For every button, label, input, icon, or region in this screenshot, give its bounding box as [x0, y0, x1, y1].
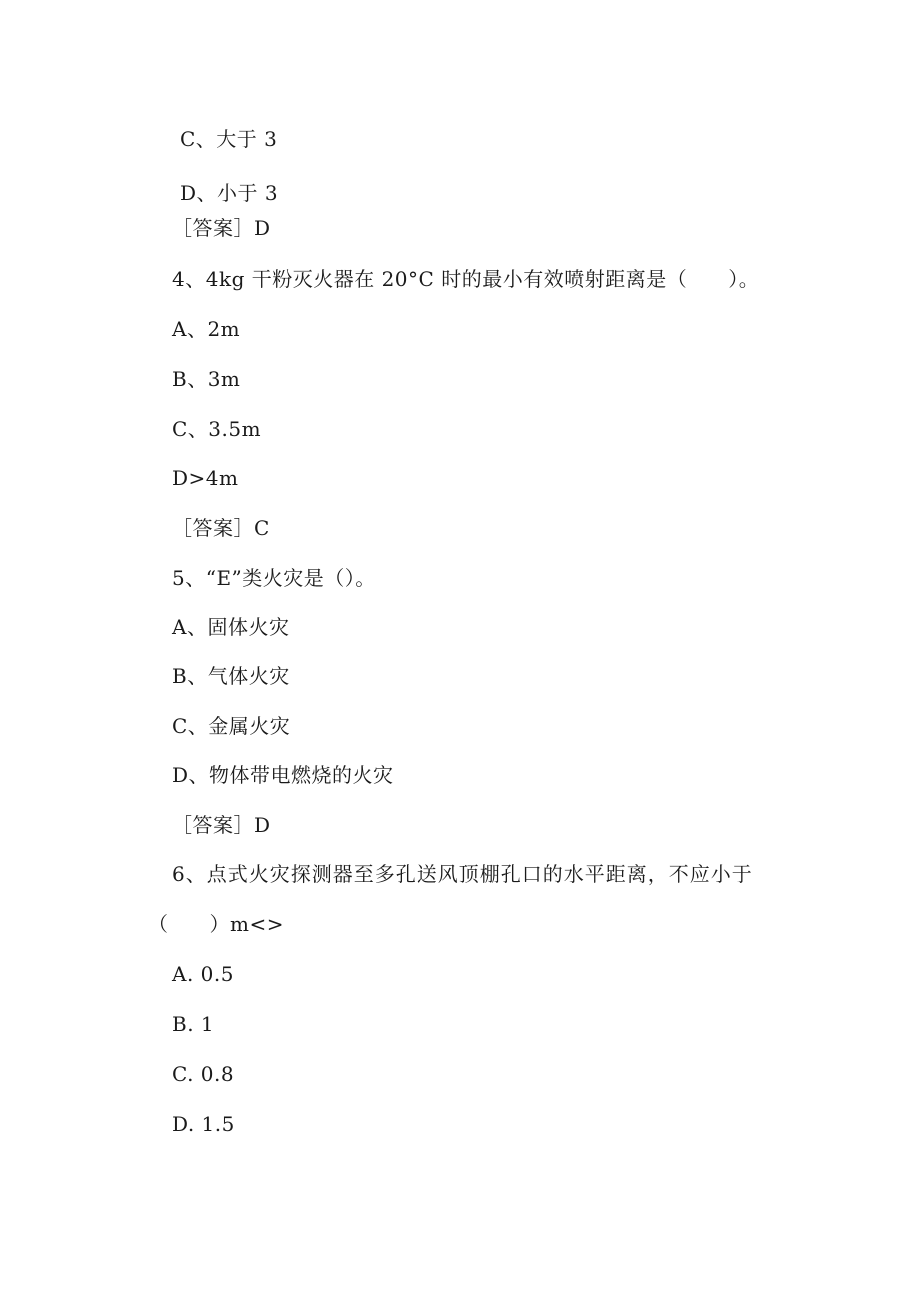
- answer-text: ［答案］D: [172, 216, 271, 240]
- option-d-text: D、小于 3: [180, 181, 279, 205]
- question-4-text: 4、4kg 干粉灭火器在 20°C 时的最小有效喷射距离是（ ）。: [172, 267, 760, 291]
- q4-option-a: A、2m: [172, 317, 241, 341]
- q4-option-c: C、3.5m: [172, 417, 262, 441]
- question-5-text: 5、“E”类火灾是（）。: [172, 566, 376, 590]
- q4-option-d: D>4m: [172, 466, 239, 490]
- q5-option-b: B、气体火灾: [172, 664, 290, 688]
- q4-option-b: B、3m: [172, 367, 241, 391]
- option-c-text: C、大于 3: [180, 127, 278, 151]
- q6-option-d: D. 1.5: [172, 1112, 235, 1136]
- q5-option-a: A、固体火灾: [172, 615, 290, 639]
- q6-option-a: A. 0.5: [172, 962, 234, 986]
- question-6-text: 6、点式火灾探测器至多孔送风顶棚孔口的水平距离，不应小于: [172, 862, 753, 886]
- q6-option-b: B. 1: [172, 1012, 215, 1036]
- q5-option-c: C、金属火灾: [172, 714, 291, 738]
- question-6-text-continued: （ ）m<>: [148, 912, 284, 936]
- q4-answer: ［答案］C: [172, 516, 270, 540]
- q5-answer: ［答案］D: [172, 813, 271, 837]
- q5-option-d: D、物体带电燃烧的火灾: [172, 763, 394, 787]
- q6-option-c: C. 0.8: [172, 1062, 235, 1086]
